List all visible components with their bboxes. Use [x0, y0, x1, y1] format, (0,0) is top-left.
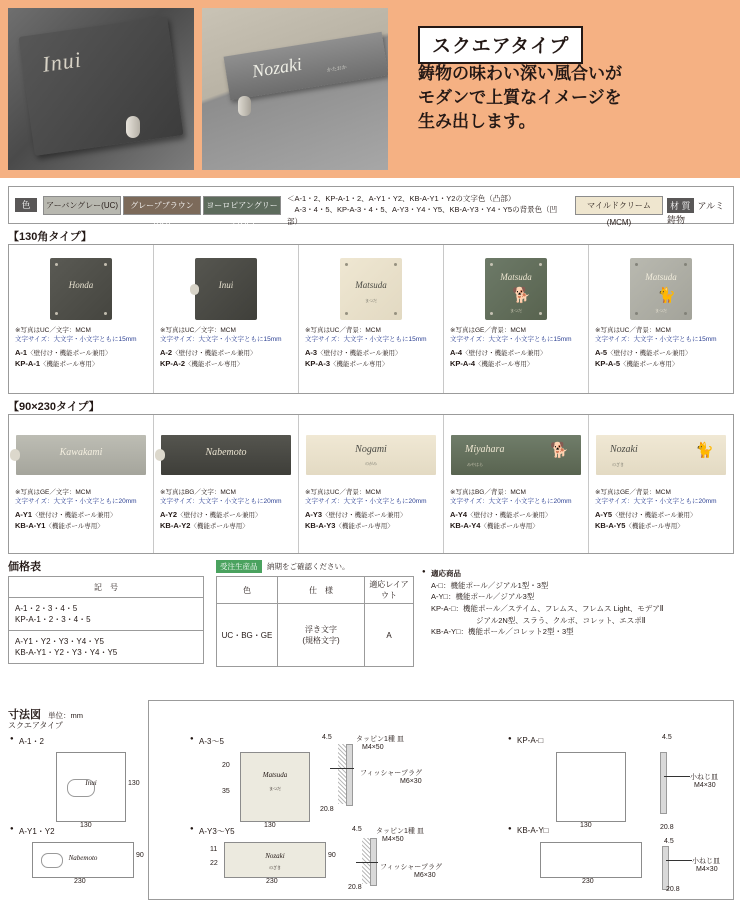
dim-h1-ay35: 11	[210, 846, 218, 853]
spec-tag-row	[216, 560, 350, 573]
note-size: 文字サイズ：大文字・小文字ともに20mm	[15, 497, 137, 505]
dim-h1-a35: 20	[222, 762, 230, 769]
spec-spec-line-1: 浮き文字	[305, 625, 337, 634]
product-code-2-sub: 〈機能ポール専用〉	[40, 361, 99, 369]
product-code-1: A-5	[595, 347, 608, 357]
dim-d-kbay: 20.8	[660, 824, 674, 831]
header-lead	[418, 62, 718, 134]
plate-text: Nogami	[355, 444, 387, 455]
compat-heading: ● 適応商品	[422, 568, 730, 580]
product-cell-a3	[299, 245, 444, 393]
spec-layout-value: A	[365, 604, 414, 667]
plate-subtext: まつだ	[365, 298, 377, 303]
fix-ay-plug-1: フィッシャープラグ	[380, 864, 442, 871]
fix-ay-plug-2: M6×30	[414, 872, 436, 879]
dim-plate-text: Inui	[85, 779, 97, 787]
dimensions-subheading: スクエアタイプ	[8, 721, 63, 730]
product-image-ay5	[595, 423, 727, 487]
product-notes-a4	[444, 327, 588, 345]
color-material-bar	[8, 186, 734, 227]
kpa-screw-1: 小ねじ皿	[690, 774, 718, 781]
color-swatch-uc: アーバングレー(UC)	[43, 196, 121, 215]
note-photo: ※写真はUC／背景：MCM	[595, 327, 671, 334]
header-lead-line-3: 生み出します。	[418, 112, 536, 132]
product-code-2-sub: 〈機能ポール専用〉	[335, 523, 394, 531]
plate-subtext: みやはら	[467, 462, 483, 467]
header-banner	[0, 0, 740, 178]
note-size: 文字サイズ：大文字・小文字ともに15mm	[305, 335, 427, 343]
material-label: 材 質	[667, 198, 694, 213]
header-photo-1	[8, 8, 194, 170]
product-code-1: A-Y4	[450, 509, 468, 519]
product-code-1: A-Y5	[595, 509, 613, 519]
note-size: 文字サイズ：大文字・小文字ともに20mm	[305, 497, 427, 505]
product-code-1-sub: 〈壁付け・機能ポール兼用〉	[27, 349, 112, 357]
price-row-3: A-Y1・Y2・Y3・Y4・Y5	[15, 637, 104, 646]
photo2-name-text: Nozaki	[250, 53, 304, 82]
price-col-symbol: 記 号	[9, 577, 204, 598]
product-code-2-sub: 〈機能ポール専用〉	[190, 523, 249, 531]
dim-plate-text: Matsuda	[262, 771, 288, 779]
compat-line-3: KP-A-□：機能ポール／ステイム、フレムス、フレムス Light、モデアⅡ	[431, 603, 664, 613]
product-cell-ay1	[9, 415, 154, 553]
dim-heading-text: 寸法図	[8, 709, 41, 721]
product-code-2-sub: 〈機能ポール専用〉	[45, 523, 104, 531]
kpa-screw-2: M4×30	[694, 782, 716, 789]
dim-label-ay35: ● A-Y3～Y5	[190, 826, 235, 837]
product-code-1-sub: 〈壁付け・機能ポール兼用〉	[612, 511, 697, 519]
product-code-1-sub: 〈壁付け・機能ポール兼用〉	[462, 349, 547, 357]
fix-ay-tap-2: M4×50	[382, 836, 404, 843]
note-size: 文字サイズ：大文字・小文字ともに15mm	[160, 335, 282, 343]
dim-plate-a35	[240, 752, 310, 822]
made-to-order-badge: 受注生産品	[216, 560, 262, 573]
product-codes-ay2	[154, 507, 298, 539]
dim-plate-kpa	[556, 752, 626, 822]
spec-col-color: 色	[217, 577, 278, 604]
product-code-2-sub: 〈機能ポール専用〉	[330, 361, 389, 369]
product-code-1-sub: 〈壁付け・機能ポール兼用〉	[177, 511, 262, 519]
product-photo-plate-inui	[18, 16, 183, 156]
section-2-heading: 【90×230タイプ】	[8, 401, 100, 413]
plate-text: Nabemoto	[205, 447, 247, 458]
price-heading: 価格表	[8, 561, 41, 573]
dim-label-kpa: ● KP-A-□	[508, 736, 543, 745]
plate-subtext: まつだ	[655, 308, 667, 313]
product-code-1: A-Y1	[15, 509, 33, 519]
plate-text: Miyahara	[465, 444, 505, 455]
product-notes-a1	[9, 327, 153, 345]
dim-t-kbay: 4.5	[664, 838, 674, 845]
fix-ay-tap-1: タッピン1種 皿	[376, 828, 424, 835]
fix-ay-depth: 20.8	[348, 884, 362, 891]
spec-table	[216, 576, 414, 667]
product-cell-ay5	[589, 415, 733, 553]
product-code-1-sub: 〈壁付け・機能ポール兼用〉	[322, 511, 407, 519]
fix-a-tap-2: M4×50	[362, 744, 384, 751]
plate-text: Matsuda	[355, 280, 387, 290]
product-codes-a4	[444, 345, 588, 377]
compat-line-5: KB-A-Y□：機能ポール／コレット2型・3型	[431, 627, 574, 637]
product-image-ay3	[305, 423, 437, 487]
compat-line-4: ジアル2N型、スラう、クルボ、コレット、エスポⅡ	[431, 615, 646, 625]
plate-subtext: のざき	[612, 462, 624, 467]
product-image-a5	[595, 253, 727, 325]
product-cell-a2	[154, 245, 299, 393]
cat-icon: 🐈	[695, 442, 714, 459]
page-title: スクエアタイプ	[418, 26, 583, 64]
product-image-ay2	[160, 423, 292, 487]
product-code-2: KB-A-Y4	[450, 521, 481, 531]
product-image-a3	[305, 253, 437, 325]
note-photo: ※写真はBG／背景：MCM	[450, 489, 526, 496]
dim-h-a12: 130	[128, 780, 140, 787]
product-code-1-sub: 〈壁付け・機能ポール兼用〉	[32, 511, 117, 519]
dim-label-a12: ● A-1・2	[10, 736, 44, 747]
product-code-1: A-4	[450, 347, 463, 357]
plate-text: Matsuda	[645, 272, 677, 282]
dim-w-kpa: 130	[580, 822, 592, 829]
product-cell-ay4	[444, 415, 589, 553]
product-cell-a1	[9, 245, 154, 393]
product-code-2-sub: 〈機能ポール専用〉	[620, 361, 679, 369]
fix-a-tap-1: タッピン1種 皿	[356, 736, 404, 743]
product-cell-ay2	[154, 415, 299, 553]
product-cell-ay3	[299, 415, 444, 553]
product-code-1: A-Y2	[160, 509, 178, 519]
product-code-2-sub: 〈機能ポール専用〉	[625, 523, 684, 531]
product-code-2: KP-A-2	[160, 359, 186, 369]
product-notes-a3	[299, 327, 443, 345]
header-photo-2	[202, 8, 388, 170]
color-swatch-ge: ヨーロピアングリーン(GE)	[203, 196, 281, 215]
product-image-a2	[160, 253, 292, 325]
product-code-2-sub: 〈機能ポール専用〉	[480, 523, 539, 531]
note-size: 文字サイズ：大文字・小文字ともに15mm	[595, 335, 717, 343]
plate-text: Matsuda	[500, 272, 532, 282]
fix-a-thickness: 4.5	[322, 734, 332, 741]
note-photo: ※写真はUC／背景：MCM	[305, 489, 381, 496]
dim-label-kbay: ● KB-A-Y□	[508, 826, 549, 835]
note-photo: ※写真はUC／背景：MCM	[305, 327, 381, 334]
plate-text: Kawakami	[59, 447, 103, 458]
product-code-1-sub: 〈壁付け・機能ポール兼用〉	[467, 511, 552, 519]
product-codes-ay5	[589, 507, 733, 539]
product-image-ay4	[450, 423, 582, 487]
dim-h-ay35: 90	[328, 852, 336, 859]
plate-text: Nozaki	[610, 444, 638, 455]
price-row-1: A-1・2・3・4・5	[15, 604, 78, 613]
product-codes-a1	[9, 345, 153, 377]
product-code-2: KP-A-3	[305, 359, 331, 369]
spec-spec-value	[278, 604, 365, 667]
header-lead-line-1: 鋳物の味わい深い風合いが	[418, 64, 622, 83]
photo1-name-text: Inui	[40, 46, 84, 77]
color-note-line-1: ＜A-1・2、KP-A-1・2、A-Y1・Y2、KB-A-Y1・Y2の文字色（凸部）	[287, 194, 516, 203]
product-code-1-sub: 〈壁付け・機能ポール兼用〉	[317, 349, 402, 357]
note-photo: ※写真はBG／文字：MCM	[160, 489, 236, 496]
dim-plate-kbay	[540, 842, 642, 878]
product-notes-ay4	[444, 489, 588, 507]
note-size: 文字サイズ：大文字・小文字ともに20mm	[450, 497, 572, 505]
note-photo: ※写真はUC／文字：MCM	[160, 327, 236, 334]
product-codes-ay1	[9, 507, 153, 539]
dim-plate-subtext: まつだ	[269, 786, 281, 791]
dim-w-ay12: 230	[74, 878, 86, 885]
product-cell-a5	[589, 245, 733, 393]
kbay-depth-bottom: 20.8	[666, 886, 680, 893]
product-codes-ay4	[444, 507, 588, 539]
spec-col-layout: 適応レイアウト	[365, 577, 414, 604]
dim-plate-subtext: のざき	[269, 865, 281, 870]
dim-w-a12: 130	[80, 822, 92, 829]
dim-plate-ay35	[224, 842, 326, 878]
plate-subtext: まつだ	[510, 308, 522, 313]
cat-icon: 🐈	[657, 287, 676, 304]
dim-plate-text: Nozaki	[265, 852, 285, 860]
price-rows-a	[9, 598, 204, 631]
note-size: 文字サイズ：大文字・小文字ともに15mm	[15, 335, 137, 343]
product-cell-a4	[444, 245, 589, 393]
product-code-2: KP-A-5	[595, 359, 621, 369]
kbay-screw-1: 小ねじ皿	[692, 858, 720, 865]
product-code-1: A-Y3	[305, 509, 323, 519]
note-photo: ※写真はUC／文字：MCM	[15, 327, 91, 334]
dim-w-ay35: 230	[266, 878, 278, 885]
plate-subtext: のがみ	[365, 461, 377, 466]
dog-icon: 🐕	[512, 287, 531, 304]
product-codes-ay3	[299, 507, 443, 539]
mounting-knob	[238, 96, 251, 116]
product-code-2: KB-A-Y5	[595, 521, 626, 531]
product-image-a1	[15, 253, 147, 325]
fix-a-plug-1: フィッシャープラグ	[360, 770, 422, 777]
color-swatch-mcm: マイルドクリーム(MCM)	[575, 196, 663, 215]
product-code-2: KP-A-4	[450, 359, 476, 369]
product-code-2: KB-A-Y1	[15, 521, 46, 531]
compatible-products	[422, 568, 730, 638]
product-notes-a5	[589, 327, 733, 345]
dim-w-a35: 130	[264, 822, 276, 829]
dim-h2-a35: 35	[222, 788, 230, 795]
dim-label-a35: ● A-3～5	[190, 736, 224, 747]
product-code-1: A-1	[15, 347, 28, 357]
product-notes-ay3	[299, 489, 443, 507]
header-lead-line-2: モダンで上質なイメージを	[418, 88, 622, 108]
material-info	[667, 198, 733, 226]
fix-a-plug-2: M6×30	[400, 778, 422, 785]
price-rows-ay	[9, 631, 204, 664]
product-code-2: KB-A-Y3	[305, 521, 336, 531]
compat-line-2: A-Y□：機能ポール／ジアル3型	[431, 592, 535, 602]
product-code-1: A-3	[305, 347, 318, 357]
price-table	[8, 576, 204, 664]
price-row-4: KB-A-Y1・Y2・Y3・Y4・Y5	[15, 648, 118, 657]
product-code-1-sub: 〈壁付け・機能ポール兼用〉	[172, 349, 257, 357]
spec-col-spec: 仕 様	[278, 577, 365, 604]
dim-plate-text: Nabemoto	[68, 854, 98, 862]
note-size: 文字サイズ：大文字・小文字ともに15mm	[450, 335, 572, 343]
product-grid-130	[8, 244, 734, 394]
dim-plate-ay12	[32, 842, 134, 878]
product-code-1: A-2	[160, 347, 173, 357]
note-size: 文字サイズ：大文字・小文字ともに20mm	[160, 497, 282, 505]
spec-spec-line-2: (規格文字)	[302, 636, 340, 645]
dog-icon: 🐕	[550, 442, 569, 459]
note-photo: ※写真はGE／文字：MCM	[15, 489, 91, 496]
dim-label-ay12: ● A-Y1・Y2	[10, 826, 55, 837]
product-code-2-sub: 〈機能ポール専用〉	[475, 361, 534, 369]
kbay-screw-2: M4×30	[696, 866, 718, 873]
product-code-1-sub: 〈壁付け・機能ポール兼用〉	[607, 349, 692, 357]
dim-w-kbay: 230	[582, 878, 594, 885]
product-image-a4	[450, 253, 582, 325]
plate-text: Inui	[218, 280, 234, 290]
dim-h2-ay35: 22	[210, 860, 218, 867]
fix-a-depth: 20.8	[320, 806, 334, 813]
color-label: 色	[15, 198, 37, 212]
product-photo-plate-nozaki	[224, 32, 388, 100]
compat-line-1: A-□：機能ポール／ジアル1型・3型	[431, 580, 549, 590]
dim-h-ay12: 90	[136, 852, 144, 859]
product-notes-ay2	[154, 489, 298, 507]
section-1-heading: 【130角タイプ】	[8, 231, 92, 243]
material-value: アルミ鋳物	[667, 201, 725, 225]
fix-ay-thickness: 4.5	[352, 826, 362, 833]
mounting-knob	[126, 116, 140, 138]
spec-tag-note: 納期をご確認ください。	[267, 562, 350, 571]
product-notes-a2	[154, 327, 298, 345]
product-notes-ay1	[9, 489, 153, 507]
color-note	[287, 193, 567, 227]
dim-unit: 単位：mm	[48, 711, 84, 720]
product-codes-a5	[589, 345, 733, 377]
note-photo: ※写真はGE／背景：MCM	[450, 327, 526, 334]
photo2-sub-text: かたおか	[326, 64, 348, 74]
product-code-2: KB-A-Y2	[160, 521, 191, 531]
product-image-ay1	[15, 423, 147, 487]
plate-text: Honda	[68, 280, 94, 290]
dim-t-kpa: 4.5	[662, 734, 672, 741]
color-note-line-2: A-3・4・5、KP-A-3・4・5、A-Y3・Y4・Y5、KB-A-Y3・Y4・Y5の背景色（凹部）	[287, 205, 558, 226]
product-codes-a3	[299, 345, 443, 377]
price-row-2: KP-A-1・2・3・4・5	[15, 615, 91, 624]
note-size: 文字サイズ：大文字・小文字ともに20mm	[595, 497, 717, 505]
color-swatch-bg: グレープブラウン(BG)	[123, 196, 201, 215]
spec-color-value: UC・BG・GE	[217, 604, 278, 667]
product-notes-ay5	[589, 489, 733, 507]
product-grid-90x230	[8, 414, 734, 554]
product-codes-a2	[154, 345, 298, 377]
dim-plate-a12	[56, 752, 126, 822]
note-photo: ※写真はGE／背景：MCM	[595, 489, 671, 496]
product-code-2: KP-A-1	[15, 359, 41, 369]
product-code-2-sub: 〈機能ポール専用〉	[185, 361, 244, 369]
